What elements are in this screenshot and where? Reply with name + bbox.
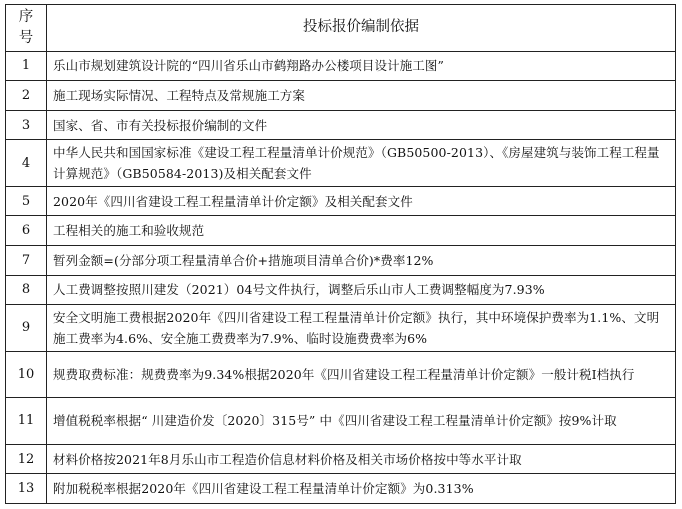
table-row (6, 81, 676, 111)
row-text: 人工费调整按照川建发（2021）04号文件执行，调整后乐山市人工费调整幅度为7.93% (47, 275, 676, 305)
row-text: 附加税税率根据2020年《四川省建设工程工程量清单计价定额》为0.313% (47, 474, 676, 504)
row-number: 10 (6, 351, 47, 398)
row-text: 暂列金额=(分部分项工程量清单合价+措施项目清单合价)*费率12% (47, 246, 676, 276)
row-number: 4 (6, 140, 47, 187)
row-text: 规费取费标准：规费费率为9.34%根据2020年《四川省建设工程工程量清单计价定额》一般计税Ⅰ档执行 (47, 351, 676, 398)
row-text: 2020年《四川省建设工程工程量清单计价定额》及相关配套文件 (47, 186, 676, 216)
row-text: 国家、省、市有关投标报价编制的文件 (47, 110, 676, 140)
table-row (6, 305, 676, 352)
row-number: 8 (6, 275, 47, 305)
row-text: 乐山市规划建筑设计院的“四川省乐山市鹤翔路办公楼项目设计施工图” (47, 51, 676, 81)
row-number: 1 (6, 51, 47, 81)
row-number: 2 (6, 81, 47, 111)
row-number: 6 (6, 216, 47, 246)
row-text: 工程相关的施工和验收规范 (47, 216, 676, 246)
row-text: 安全文明施工费根据2020年《四川省建设工程工程量清单计价定额》执行，其中环境保护费率为1.1%、文明施工费率为4.6%、安全施工费费率为7.9%、临时设施费费率为6% (47, 305, 676, 352)
row-text: 材料价格按2021年8月乐山市工程造价信息材料价格及相关市场价格按中等水平计取 (47, 444, 676, 474)
table-row (6, 186, 676, 216)
table-row (6, 140, 676, 187)
header-title: 投标报价编制依据 (47, 5, 676, 52)
table-row (6, 246, 676, 276)
row-number: 5 (6, 186, 47, 216)
row-number: 13 (6, 474, 47, 504)
row-number: 11 (6, 398, 47, 445)
table-row (6, 275, 676, 305)
row-text: 中华人民共和国国家标准《建设工程工程量清单计价规范》（GB50500-2013）、《房屋建筑与装饰工程工程量计算规范》（GB50584-2013)及相关配套文件 (47, 140, 676, 187)
row-number: 7 (6, 246, 47, 276)
row-number: 12 (6, 444, 47, 474)
bidding-basis-table (5, 4, 676, 504)
row-number: 9 (6, 305, 47, 352)
table-row (6, 216, 676, 246)
table-row (6, 51, 676, 81)
table-header-row (6, 5, 676, 52)
table-row (6, 110, 676, 140)
table-row (6, 351, 676, 398)
table-row (6, 444, 676, 474)
table-row (6, 398, 676, 445)
row-text: 施工现场实际情况、工程特点及常规施工方案 (47, 81, 676, 111)
row-number: 3 (6, 110, 47, 140)
header-serial-number: 序号 (6, 5, 47, 52)
row-text: 增值税税率根据“ 川建造价发〔2020〕315号” 中《四川省建设工程工程量清单计价定额》按9%计取 (47, 398, 676, 445)
table-row (6, 474, 676, 504)
